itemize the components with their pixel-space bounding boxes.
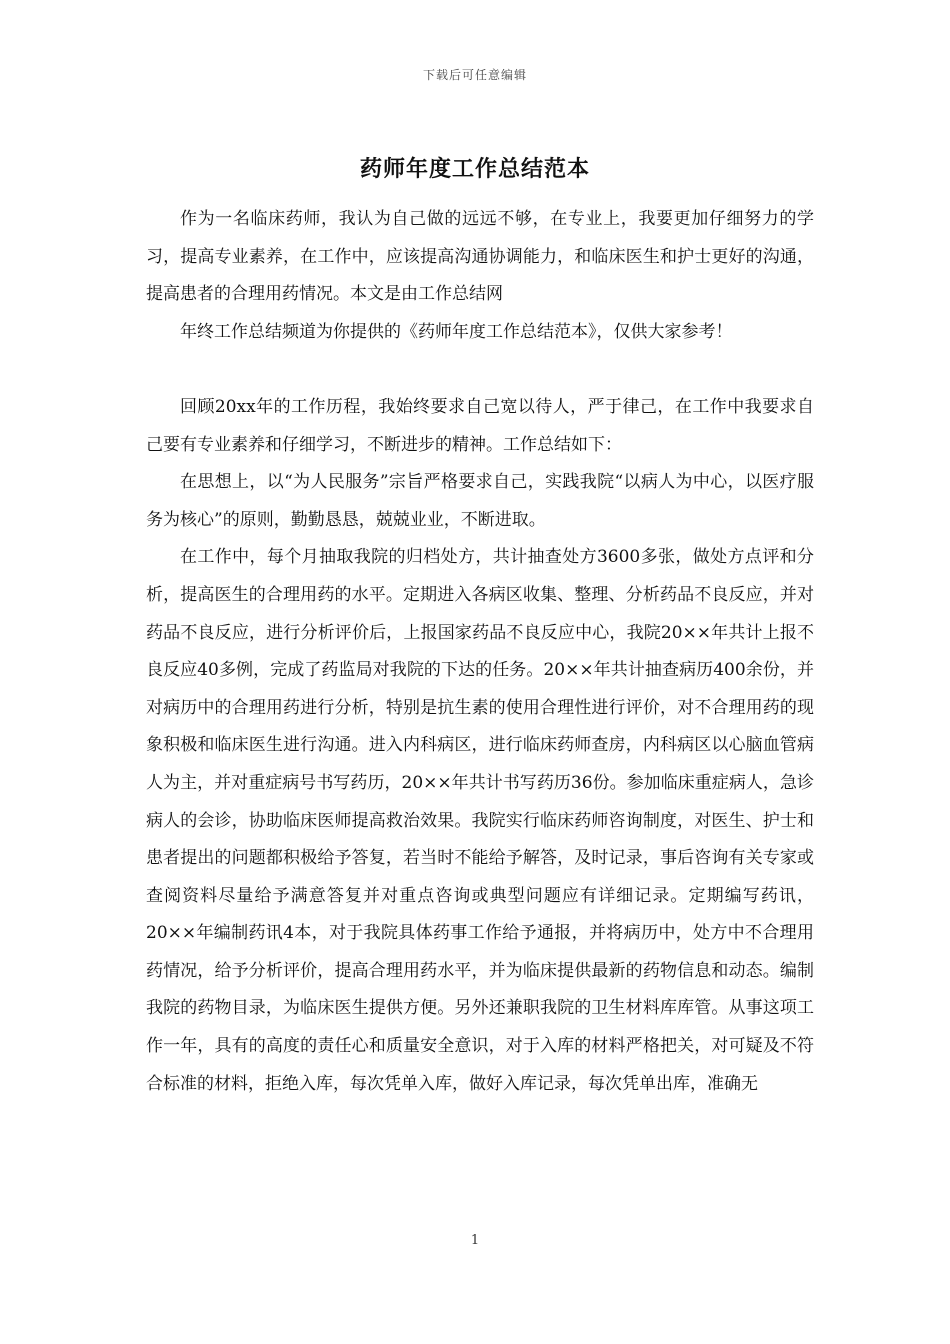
document-title: 药师年度工作总结范本 — [359, 156, 590, 182]
paragraph-ideology: 在思想上，以“为人民服务”宗旨严格要求自己，实践我院“以病人为中心，以医疗服务为核心”的原则，勤勤恳恳，兢兢业业，不断进取。 — [146, 472, 814, 530]
paragraph-intro: 作为一名临床药师，我认为自己做的远远不够，在专业上，我要更加仔细努力的学习，提高专业素养，在工作中，应该提高沟通协调能力，和临床医生和护士更好的沟通，提高患者的合理用药情况。本文是由工作总结网 — [146, 209, 814, 305]
paragraph-intro-continued: 年终工作总结频道为你提供的《药师年度工作总结范本》，仅供大家参考！ — [180, 321, 733, 342]
document-body — [146, 201, 814, 1103]
header-note: 下载后可任意编辑 — [422, 68, 527, 82]
page-number: 1 — [470, 1233, 480, 1248]
paragraph-review: 回顾20xx年的工作历程，我始终要求自己宽以待人，严于律己，在工作中我要求自己要有专业素养和仔细学习，不断进步的精神。工作总结如下： — [146, 396, 814, 455]
paragraph-work: 在工作中，每个月抽取我院的归档处方，共计抽查处方3600多张，做处方点评和分析，提高医生的合理用药的水平。定期进入各病区收集、整理、分析药品不良反应，并对药品不良反应，进行分析评价后，上报国家药品不良反应中心，我院20××年共计上报不良反应40多例，完成了药监局对我院的下达的任务。20××年共计抽查病历400余份，并对病历中的合理用药进行分析，特别是抗生素的使用合理性进行评价，对不合理用药的现象积极和临床医生进行沟通。进入内科病区，进行临床药师查房，内科病区以心脑血管病人为主，并对重症病号书写药历，20××年共计书写药历36份。参加临床重症病人，急诊病人的会诊，协助临床医师提高救治效果。我院实行临床药师咨询制度，对医生、护士和患者提出的问题都积极给予答复，若当时不能给予解答，及时记录，事后咨询有关专家或查阅资料尽量给予满意答复并对重点咨询或典型问题应有详细记录。定期编写药讯，20××年编制药讯4本，对于我院具体药事工作给予通报，并将病历中，处方中不合理用药情况，给予分析评价，提高合理用药水平，并为临床提供最新的药物信息和动态。编制我院的药物目录，为临床医生提供方便。另外还兼职我院的卫生材料库库管。从事这项工作一年，具有的高度的责任心和质量安全意识，对于入库的材料严格把关，对可疑及不符合标准的材料，拒绝入库，每次凭单入库，做好入库记录，每次凭单出库，准确无 — [146, 547, 814, 1094]
